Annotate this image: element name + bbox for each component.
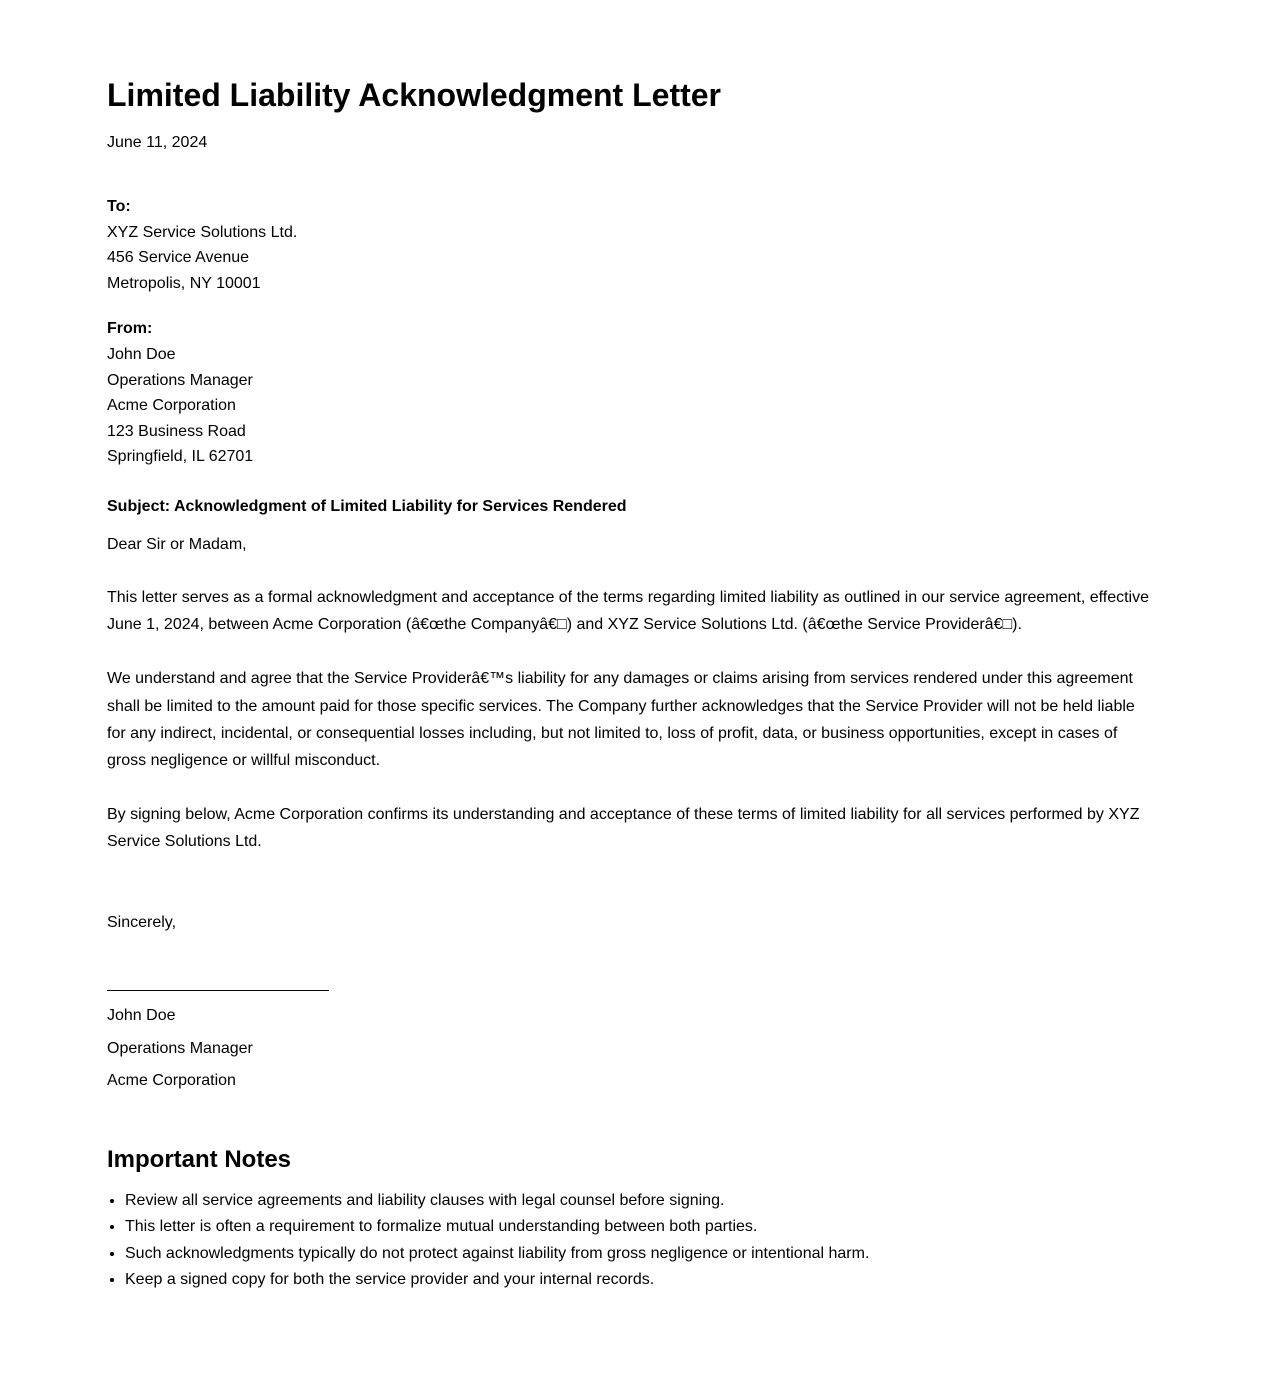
subject-line: Subject: Acknowledgment of Limited Liability for Services Rendered — [107, 497, 627, 515]
sender-street: 123 Business Road — [107, 422, 246, 440]
recipient-city: Metropolis, NY 10001 — [107, 274, 261, 292]
list-item: • Keep a signed copy for both the service provider and your internal records. — [125, 1267, 1156, 1293]
list-item: • This letter is often a requirement to formalize mutual understanding between both parties. — [125, 1214, 1156, 1240]
sender-name: John Doe — [107, 345, 176, 363]
signer-name: John Doe — [107, 1007, 176, 1025]
recipient-street: 456 Service Avenue — [107, 249, 250, 267]
page-title: Limited Liability Acknowledgment Letter — [107, 77, 721, 113]
body-paragraph-3: By signing below, Acme Corporation confirms its understanding and acceptance of these terms of limited liability for all services performed by XYZ Service Solutions Ltd. — [107, 806, 1140, 851]
valediction: Sincerely, — [107, 913, 177, 931]
notes-list — [107, 1188, 1156, 1294]
signer-title: Operations Manager — [107, 1039, 253, 1057]
body-paragraph-1: This letter serves as a formal acknowledgment and acceptance of the terms regarding limited liability as outlined in our service agreement, effective June 1, 2024, between Acme Corporation (â€œthe Companyâ€□) and XYZ Service Solutions Ltd. (â€œthe Service Providerâ€□). — [107, 589, 1149, 634]
letter-document — [107, 0, 1156, 1375]
list-item: • Review all service agreements and liability clauses with legal counsel before signing. — [125, 1188, 1156, 1214]
body-paragraph-2: We understand and agree that the Service Providerâ€™s liability for any damages or claims arising from services rendered under this agreement shall be limited to the amount paid for those specific services. The Company further acknowledges that the Service Provider will not be held liable for any indirect, incidental, or consequential losses including, but not limited to, loss of profit, data, or business opportunities, except in cases of gross negligence or willful misconduct. — [107, 670, 1135, 770]
signer-company: Acme Corporation — [107, 1072, 236, 1090]
notes-heading: Important Notes — [107, 1145, 292, 1173]
recipient-company: XYZ Service Solutions Ltd. — [107, 223, 298, 241]
sender-label: From: — [107, 320, 153, 338]
salutation: Dear Sir or Madam, — [107, 535, 247, 553]
list-item: • Such acknowledgments typically do not protect against liability from gross negligence or intentional harm. — [125, 1241, 1156, 1267]
sender-city: Springfield, IL 62701 — [107, 448, 254, 466]
sender-company: Acme Corporation — [107, 397, 236, 415]
sender-address-block — [107, 316, 1156, 470]
sender-title: Operations Manager — [107, 371, 253, 389]
signature-line — [107, 990, 329, 991]
recipient-label: To: — [107, 197, 131, 215]
letter-date: June 11, 2024 — [107, 134, 208, 152]
recipient-address-block — [107, 194, 1156, 296]
